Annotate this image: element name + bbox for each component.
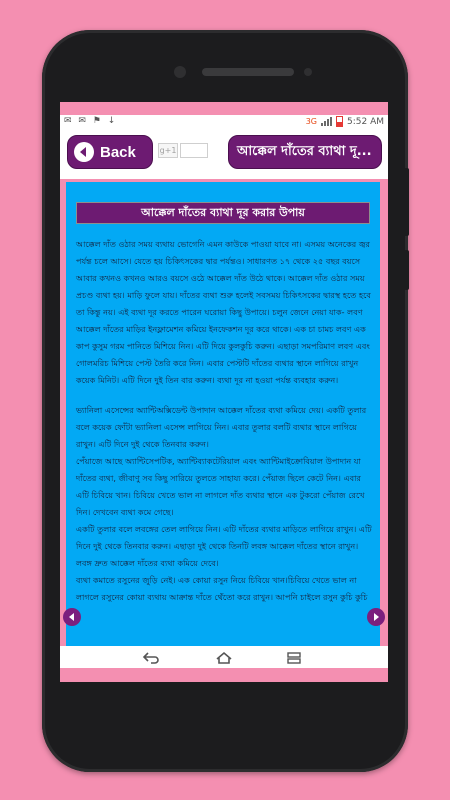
article-paragraph: একটি তুলার বলে লবঙ্গের তেল লাগিয়ে নিন। এটি দাঁতের ব্যথার মাড়িতে লাগিয়ে রাখুন। এটি দিনে দুই থেকে তিনবার করুন। এছাড়া দুই থেকে তিনটি লবঙ্গ আক্কেল দাঁতের স্থানে রাখুন। লবঙ্গ দ্রুত আক্কেল দাঁতের ব্যথা কমিয়ে দেবে। — [76, 524, 372, 568]
front-camera — [174, 66, 186, 78]
clock: 5:52 AM — [347, 116, 384, 127]
screen-bottom-edge — [60, 668, 388, 682]
earpiece-speaker — [202, 68, 294, 76]
article-panel[interactable] — [66, 182, 380, 646]
back-button[interactable] — [67, 135, 153, 169]
proximity-sensor — [304, 68, 312, 76]
power-key[interactable] — [404, 250, 409, 290]
next-arrow-icon[interactable] — [367, 608, 385, 626]
app-header — [60, 129, 388, 179]
back-arrow-icon — [74, 142, 94, 162]
back-nav-icon[interactable] — [142, 650, 160, 669]
google-plus-widget[interactable] — [158, 143, 208, 158]
system-nav-bar — [60, 646, 388, 668]
page-title: আক্কেল দাঁতের ব্যাথা দূ... — [228, 135, 382, 169]
gplus-count — [180, 143, 208, 158]
previous-arrow-icon[interactable] — [63, 608, 81, 626]
network-type: 3G — [305, 117, 317, 126]
volume-key[interactable] — [404, 168, 409, 236]
status-bar — [60, 115, 388, 129]
back-label: Back — [100, 143, 136, 161]
notification-icons: ✉ ✉ ⚑ ↓ — [64, 116, 118, 126]
signal-icon — [321, 117, 332, 126]
article-paragraph: পেঁয়াজে আছে অ্যান্টিসেপটিক, অ্যান্টিব্যাকটেরিয়াল এবং অ্যান্টিমাইক্রোবিয়াল উপাদান যা দাঁতের ব্যথা, জীবাণু সব কিছু সারিয়ে তুলতে সাহায্য করে। পেঁয়াজ ছিলে কেটে নিন। এবার এটি চিবিয়ে খান। চিবিয়ে খেতে ভাল না লাগলে দাঁত ব্যথার স্থানে এক টুকরো পেঁয়াজ রেখে দিন। দেখবেন ব্যথা কমে গেছে। — [76, 456, 365, 517]
article-paragraph: ব্যথা কমাতে রসুনের জুড়ি নেই। এক কোয়া রসুন নিয়ে চিবিয়ে খান।চিবিয়ে খেতে ভাল না লাগলে রসুনের কোয়া ব্যথায় আক্রান্ত দাঁতে থেঁতো করে রাখুন। আপনি চাইলে রসুন কুচি কুচি — [76, 575, 368, 602]
gplus-button[interactable]: g+1 — [158, 143, 178, 158]
home-nav-icon[interactable] — [214, 650, 234, 669]
article-heading: আক্কেল দাঁতের ব্যাথা দূর করার উপায় — [76, 202, 370, 224]
battery-icon — [336, 116, 343, 127]
app-screen — [60, 102, 388, 682]
article-paragraph: ভ্যানিলা এসেন্সের অ্যান্টিঅক্সিডেন্ট উপাদান আক্কেল দাঁতের ব্যথা কমিয়ে দেয়। একটি তুলার বলে কয়েক ফোঁটা ভ্যানিলা এসেন্স লাগিয়ে নিন। এবার তুলার বলটি ব্যথার স্থানে লাগিয়ে রাখুন। এটি দিনে দুই থেকে তিনবার করুন। — [76, 405, 367, 449]
article-paragraph: আক্কেল দাঁত ওঠার সময় ব্যথায় ভোগেনি এমন কাউকে পাওয়া যাবে না। এসময় অনেকের জ্বর পর্যন্ত চলে আসে। যেতে হয় চিকিৎসকের দ্বার পর্যন্তও। সাধারণত ১৭ থেকে ২৫ বছর বয়সে আবার কখনও কখনও আরও বয়সে ওঠে আক্কেল দাঁত উঠে থাকে। আক্কেল দাঁত ওঠার সময় প্রচণ্ড ব্যথা হয়। মাড়ি ফুলে যায়। দাঁতের ব্যথা শুরু হলেই সবসময় চিকিৎসকের দ্বারস্থ হতে হবে তা কিন্তু নয়। এই ব্যথা দূর করতে পারেন ঘরোয়া কিছু উপায়ে। চলুন জেনে নেয়া যাক- লবণ আক্কেল দাঁতের মাড়ির ইনফ্লামেশন কমিয়ে ইনফেকশন দূর করে থাকে। এক চা চামচ লবণ এক কাপ কুসুম গরম পানিতে মিশিয়ে নিন। এটি দিয়ে কুলকুচি করুন। এছাড়া সমপরিমাণ লবণ এবং গোলমরিচ মিশিয়ে পেস্ট তৈরি করে নিন। এবার পেস্টটি দাঁতের ব্যথার স্থানে লাগিয়ে রাখুন কয়েক মিনিট। এটি দিনে দুই তিন বার করুন। ব্যথা দূর না হওয়া পর্যন্ত ব্যবহার করুন। — [76, 239, 371, 385]
recents-nav-icon[interactable] — [286, 650, 302, 669]
status-right — [306, 116, 384, 127]
article-body — [76, 236, 372, 606]
